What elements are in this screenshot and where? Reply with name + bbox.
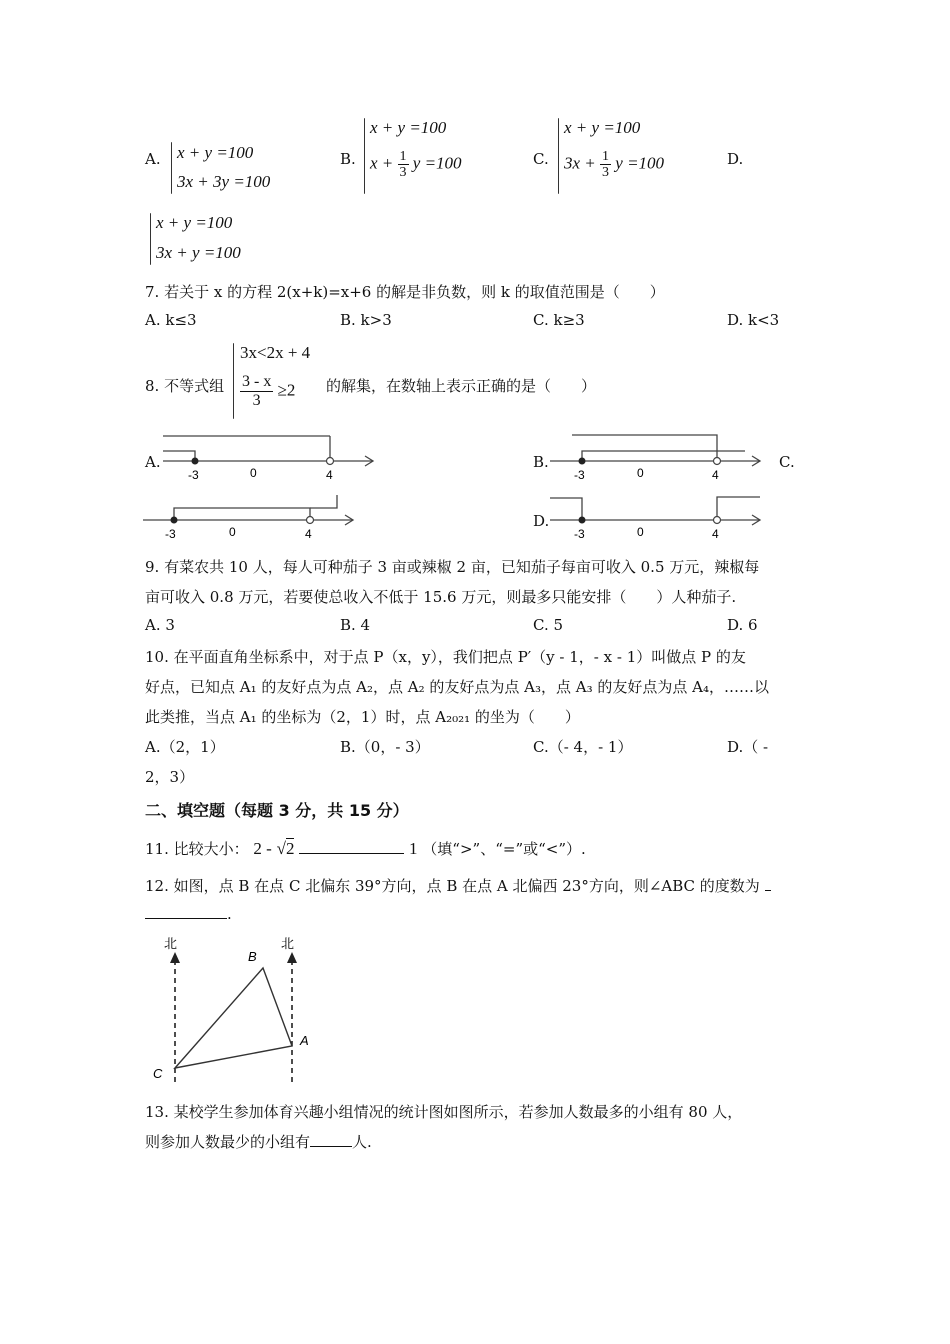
q12-line2: . bbox=[145, 905, 232, 923]
q11-sqrt: √2 bbox=[276, 839, 295, 858]
q6-option-c-eq1: x + y =100 bbox=[564, 118, 641, 137]
q11-line bbox=[145, 838, 586, 859]
fraction-denominator: 3 bbox=[399, 165, 407, 180]
q10-line3: 此类推，当点 A₁ 的坐标为（2，1）时，点 A₂₀₂₁ 的坐为（ ） bbox=[145, 708, 580, 726]
q9-line1: 9. 有菜农共 10 人，每人可种茄子 3 亩或辣椒 2 亩，已知茄子每亩可收入 0.5 万元，辣椒每 bbox=[145, 558, 760, 576]
q13-answer-blank[interactable] bbox=[310, 1146, 352, 1147]
q8-option-d-label: D. bbox=[533, 512, 550, 530]
q6-option-b-eq2: x + $\frac{1}{3}$ y =100 bbox=[370, 149, 462, 180]
q6-option-a-eq2: 3x + 3y =100 bbox=[177, 172, 271, 191]
q12-answer-blank[interactable] bbox=[145, 918, 227, 919]
q6-option-c-eq2: 3x + $\frac{1}{3}$ y =100 bbox=[564, 149, 665, 180]
q7-option-d: D. k<3 bbox=[727, 311, 780, 329]
q8-number-line-a bbox=[163, 433, 378, 483]
q6-option-c-label: C. bbox=[533, 150, 549, 168]
q10-option-d-cont: 2，3） bbox=[145, 768, 195, 786]
q9-option-c: C. 5 bbox=[533, 616, 564, 634]
north-label: 北 bbox=[164, 936, 178, 951]
q9-option-d: D. 6 bbox=[727, 616, 758, 634]
q6-option-d-label: D. bbox=[727, 150, 744, 168]
q7-stem: 7. 若关于 x 的方程 2(x+k)=x+6 的解是非负数，则 k 的取值范围是（ ） bbox=[145, 283, 665, 301]
q10-line2: 好点，已知点 A₁ 的友好点为点 A₂，点 A₂ 的友好点为点 A₃，点 A₃ 的友好点为点 A₄，……以 bbox=[145, 678, 769, 696]
tick-label: 4 bbox=[326, 468, 333, 482]
fraction-numerator: 1 bbox=[399, 149, 407, 164]
q8-suffix: 的解集，在数轴上表示正确的是（ ） bbox=[326, 377, 597, 395]
q10-option-a: A.（2，1） bbox=[145, 738, 225, 756]
tick-label: 0 bbox=[637, 466, 644, 480]
north-label: 北 bbox=[281, 936, 295, 951]
q13-line2: 则参加人数最少的小组有 人. bbox=[145, 1133, 372, 1151]
tick-label: 0 bbox=[637, 525, 644, 539]
q7-option-c: C. k≥3 bbox=[533, 311, 585, 329]
fraction-denominator: 3 bbox=[602, 165, 610, 180]
q11-expr-left: 2 - bbox=[253, 839, 272, 858]
q6-option-b-label: B. bbox=[340, 150, 356, 168]
q6-option-c-brace bbox=[558, 118, 559, 194]
tick-label: 4 bbox=[305, 527, 312, 541]
q6-option-b-eq1: x + y =100 bbox=[370, 118, 447, 137]
tick-label: 0 bbox=[250, 466, 257, 480]
q8-inequality-2: $\frac{3 - x}{3}$ ≥2 bbox=[242, 373, 296, 409]
q8-prefix: 8. 不等式组 bbox=[145, 377, 225, 395]
q11-answer-blank[interactable] bbox=[299, 853, 404, 854]
q11-suffix: （填“>”、“=”或“<”）. bbox=[422, 840, 586, 858]
tick-label: -3 bbox=[165, 527, 176, 541]
q7-option-a: A. k≤3 bbox=[145, 311, 197, 329]
tick-label: 0 bbox=[229, 525, 236, 539]
tick-label: 4 bbox=[712, 527, 719, 541]
triangle-abc bbox=[175, 968, 292, 1068]
point-label-a: A bbox=[300, 1033, 309, 1048]
q10-line1: 10. 在平面直角坐标系中，对于点 P（x，y），我们把点 P′（y - 1，- x - 1）叫做点 P 的友 bbox=[145, 648, 746, 666]
q10-option-c: C.（- 4，- 1） bbox=[533, 738, 633, 756]
q8-inequality-1: 3x<2x + 4 bbox=[240, 343, 311, 362]
tick-label: -3 bbox=[188, 468, 199, 482]
q8-brace bbox=[233, 343, 234, 419]
q6-option-d-eq1: x + y =100 bbox=[156, 213, 233, 232]
q6-option-d-eq2: 3x + y =100 bbox=[156, 243, 241, 262]
q6-option-b-brace bbox=[364, 118, 365, 194]
q12-figure bbox=[145, 930, 320, 1088]
q12-answer-blank-start[interactable] bbox=[765, 890, 771, 891]
arrow-up-icon bbox=[170, 952, 180, 963]
q7-option-b: B. k>3 bbox=[340, 311, 392, 329]
q11-expr-right: 1 bbox=[409, 839, 418, 858]
q9-option-a: A. 3 bbox=[145, 616, 175, 634]
q10-option-d: D.（ - bbox=[727, 738, 769, 756]
q11-prefix: 11. 比较大小： bbox=[145, 840, 249, 858]
q9-option-b: B. 4 bbox=[340, 616, 371, 634]
q10-option-b: B.（0，- 3） bbox=[340, 738, 430, 756]
arrow-up-icon bbox=[287, 952, 297, 963]
q8-option-a-label: A. bbox=[145, 453, 161, 471]
q8-option-b-label: B. bbox=[533, 453, 549, 471]
q6-option-a-label: A. bbox=[145, 150, 161, 168]
q13-line1: 13. 某校学生参加体育兴趣小组情况的统计图如图所示，若参加人数最多的小组有 80 人， bbox=[145, 1103, 743, 1121]
point-label-b: B bbox=[248, 949, 257, 964]
q9-line2: 亩可收入 0.8 万元，若要使总收入不低于 15.6 万元，则最多只能安排（ ）人种茄子. bbox=[145, 588, 737, 606]
tick-label: -3 bbox=[574, 527, 585, 541]
tick-label: -3 bbox=[574, 468, 585, 482]
tick-label: 4 bbox=[712, 468, 719, 482]
q8-number-line-d bbox=[550, 492, 765, 542]
q8-number-line-c bbox=[143, 492, 358, 542]
q6-option-a-eq1: x + y =100 bbox=[177, 143, 254, 162]
q6-option-a-brace bbox=[171, 142, 172, 194]
q6-option-d-brace bbox=[150, 213, 151, 265]
q8-number-line-b bbox=[550, 433, 765, 483]
q8-option-c-label: C. bbox=[779, 453, 795, 471]
point-label-c: C bbox=[153, 1066, 163, 1081]
q12-line1: 12. 如图，点 B 在点 C 北偏东 39°方向，点 B 在点 A 北偏西 23°方向，则∠ABC 的度数为 bbox=[145, 875, 771, 896]
section-title: 二、填空题（每题 3 分，共 15 分） bbox=[145, 801, 409, 820]
fraction-numerator: 1 bbox=[602, 149, 610, 164]
